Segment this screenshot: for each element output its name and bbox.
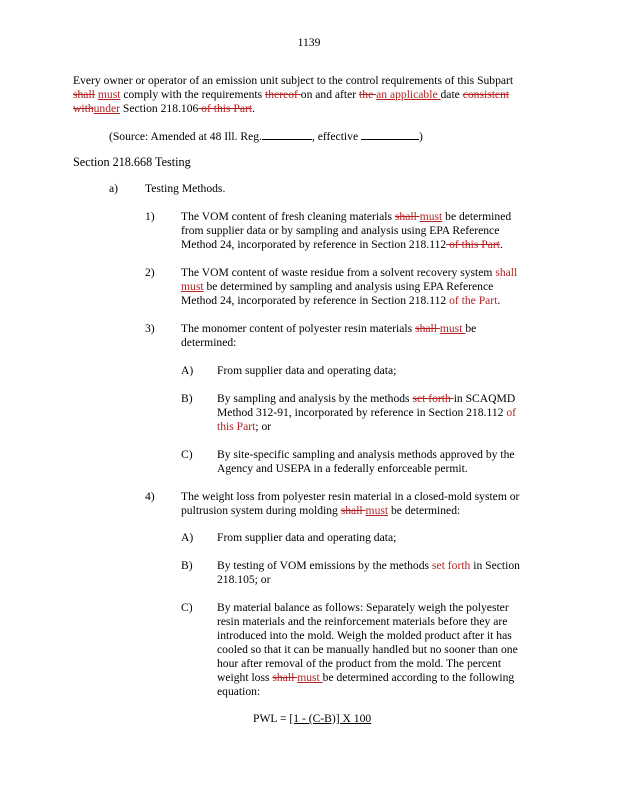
item-4C-number: C) (181, 601, 193, 614)
item-3C-number: C) (181, 448, 193, 461)
item-3B-number: B) (181, 392, 193, 405)
intro-paragraph (73, 74, 543, 116)
item-1-text: The VOM content of fresh cleaning materials shall must be determined from supplier data or by sampling and analysis using EPA Reference Method 24, incorporated by reference in Section 218.112 of this Part. (181, 210, 512, 251)
source-note: (Source: Amended at 48 Ill. Reg. , effective ) (109, 130, 423, 143)
intro-line-3: withunder Section 218.106 of this Part. (73, 102, 255, 115)
item-2-text: The VOM content of waste residue from a solvent recovery system shall must be determined by sampling and analysis using EPA Reference Method 24, incorporated by reference in Section 218.112 of the Part. (181, 266, 518, 307)
item-3A-number: A) (181, 364, 194, 377)
item-3A-text: From supplier data and operating data; (217, 364, 397, 377)
subsection-a-number: a) (109, 182, 119, 195)
item-4-text: The weight loss from polyester resin material in a closed-mold system or pultrusion system during molding shall must be determined: (181, 490, 520, 517)
equation-rhs: [1 - (C-B)] X 100 (289, 712, 372, 725)
equation-lhs: PWL = (253, 712, 290, 725)
pwl-equation (253, 712, 371, 726)
intro-line-1: Every owner or operator of an emission unit subject to the control requirements of this Subpart (73, 74, 514, 87)
item-4-number: 4) (145, 490, 155, 503)
item-3C-text: By site-specific sampling and analysis methods approved by the Agency and USEPA in a federally enforceable permit. (217, 448, 515, 475)
item-4B-text: By testing of VOM emissions by the methods set forth in Section 218.105; or (217, 559, 520, 586)
item-1-number: 1) (145, 210, 155, 223)
item-4A-text: From supplier data and operating data; (217, 531, 397, 544)
item-2-number: 2) (145, 266, 155, 279)
intro-line-2: shall must comply with the requirements thereof on and after the an applicable date consistent (73, 88, 510, 101)
item-4B-number: B) (181, 559, 193, 572)
section-heading: Section 218.668 Testing (73, 155, 191, 169)
item-3B-text: By sampling and analysis by the methods set forth in SCAQMD Method 312-91, incorporated by reference in Section 218.112 of this Part; or (217, 392, 517, 433)
item-4A-number: A) (181, 531, 194, 544)
item-3-number: 3) (145, 322, 155, 335)
page-number: 1139 (297, 36, 321, 49)
item-3-text: The monomer content of polyester resin materials shall must be determined: (181, 322, 477, 349)
subsection-a-title: Testing Methods. (145, 182, 226, 195)
item-4C-text: By material balance as follows: Separately weigh the polyester resin materials and the reinforcement materials before they are introduced into the mold. Weigh the molded product after it has cooled so that it can be manually handled but no sooner than one hour after removal of the product from the mold. The percent weight loss shall must be determined according to the following equation: (217, 601, 518, 698)
